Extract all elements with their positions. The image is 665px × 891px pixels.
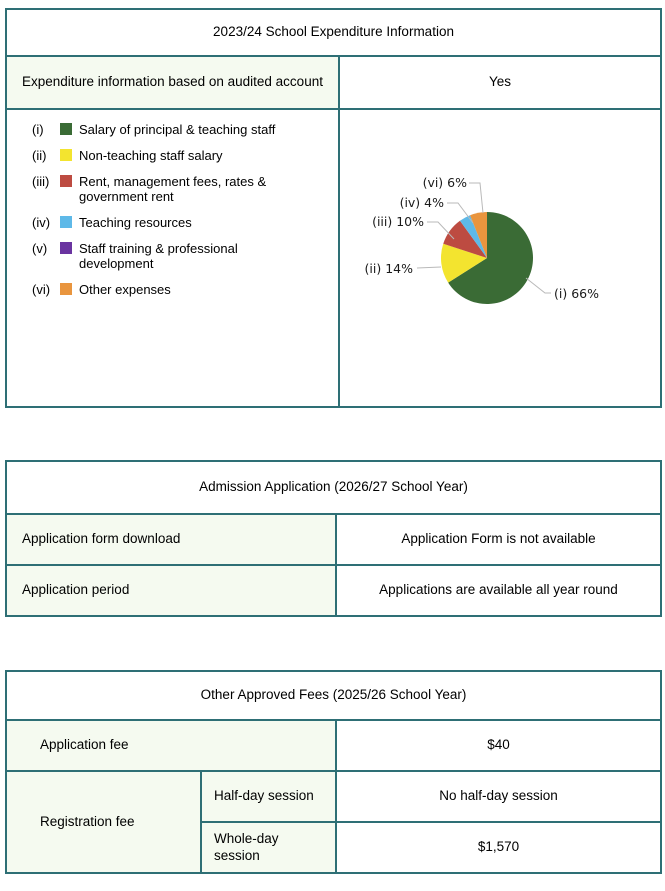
audited-account-label: Expenditure information based on audited account (6, 56, 339, 109)
legend-item (32, 215, 338, 230)
legend-swatch-orange (60, 283, 72, 295)
fees-table-title: Other Approved Fees (2025/26 School Year) (6, 671, 661, 720)
legend-label: Non-teaching staff salary (79, 148, 223, 163)
legend-swatch-purple (60, 242, 72, 254)
application-fee-label: Application fee (6, 720, 336, 771)
legend-numeral: (iii) (32, 174, 50, 189)
pie-label-(ii): (ii) 14% (364, 261, 413, 276)
legend-numeral: (ii) (32, 148, 47, 163)
expenditure-table (5, 8, 662, 408)
fees-table (5, 670, 662, 874)
application-period-value: Applications are available all year round (336, 565, 661, 616)
application-form-download-label: Application form download (6, 514, 336, 565)
pie-label-(iii): (iii) 10% (372, 214, 424, 229)
registration-fee-label: Registration fee (6, 771, 201, 873)
pie-leader-line (526, 278, 551, 293)
legend-label: Other expenses (79, 282, 171, 297)
application-period-label: Application period (6, 565, 336, 616)
legend-numeral: (i) (32, 122, 44, 137)
pie-label-(i): (i) 66% (554, 286, 599, 301)
pie-label-(vi): (vi) 6% (422, 175, 467, 190)
application-form-download-value: Application Form is not available (336, 514, 661, 565)
legend-numeral: (vi) (32, 282, 51, 297)
audited-account-value: Yes (339, 56, 661, 109)
pie-chart-svg (340, 110, 662, 406)
expenditure-pie-chart (339, 109, 661, 407)
pie-leader-line (469, 183, 483, 213)
admission-table-title: Admission Application (2026/27 School Year) (6, 461, 661, 514)
expenditure-table-title: 2023/24 School Expenditure Information (6, 9, 661, 56)
legend-swatch-yellow (60, 149, 72, 161)
table-row (6, 771, 661, 822)
legend-label: Rent, management fees, rates & government rent (79, 174, 267, 204)
table-row (6, 514, 661, 565)
legend-label: Salary of principal & teaching staff (79, 122, 276, 137)
table-row (6, 720, 661, 771)
legend-swatch-red (60, 175, 72, 187)
half-day-session-label: Half-day session (201, 771, 336, 822)
legend-item (32, 174, 338, 204)
whole-day-session-label: Whole-day session (201, 822, 336, 873)
legend-label: Staff training & professional development (79, 241, 238, 271)
pie-label-(iv): (iv) 4% (399, 195, 444, 210)
expenditure-legend (6, 109, 339, 407)
pie-leader-line (417, 267, 441, 268)
legend-item (32, 241, 338, 271)
legend-item (32, 282, 338, 297)
table-row (6, 565, 661, 616)
legend-numeral: (v) (32, 241, 48, 256)
legend-item (32, 122, 338, 137)
legend-swatch-green (60, 123, 72, 135)
half-day-session-value: No half-day session (336, 771, 661, 822)
legend-item (32, 148, 338, 163)
legend-swatch-blue (60, 216, 72, 228)
application-fee-value: $40 (336, 720, 661, 771)
admission-table (5, 460, 662, 617)
legend-numeral: (iv) (32, 215, 51, 230)
whole-day-session-value: $1,570 (336, 822, 661, 873)
legend-label: Teaching resources (79, 215, 192, 230)
